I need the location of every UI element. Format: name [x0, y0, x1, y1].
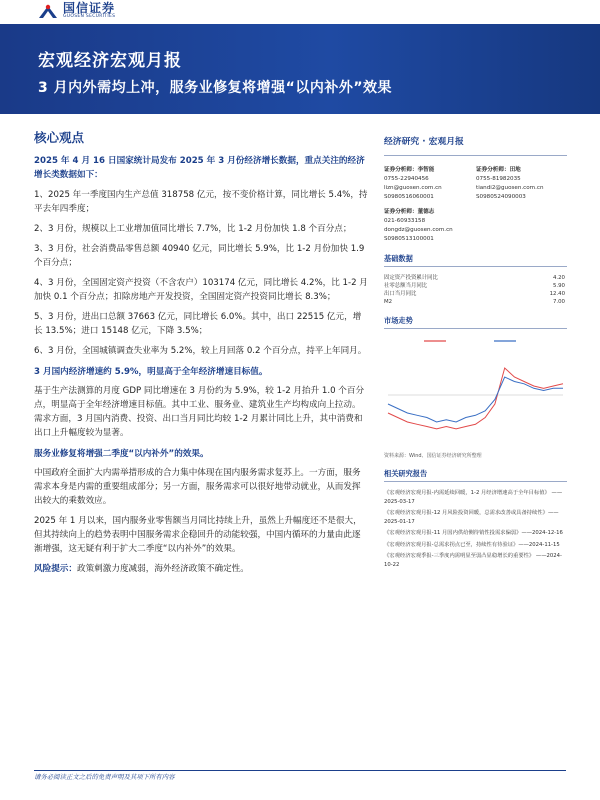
- paragraph-growth: 基于生产法测算的月度 GDP 同比增速在 3 月份约为 5.9%，较 1-2 月抬升 1.0 个百分点，明显高于全年经济增速目标值。其中工业、服务业、建筑业生产均构成向上拉动。需求方面，3 月国内消费、投资、出口当月同比均较 1-2 月累计同比上升，其中消费和出口上升幅度较为显著。: [34, 386, 365, 438]
- table-row: [384, 274, 567, 282]
- basic-data-value: 7.00: [552, 299, 565, 305]
- paragraph-services: 中国政府全面扩大内需举措形成的合力集中体现在国内服务需求复苏上。一方面，服务需求本身是内需的重要组成部分；另一方面，服务需求可以很好地带动就业，从而发挥出较大的乘数效应。: [34, 468, 361, 506]
- core-views-lead: 2025 年 4 月 16 日国家统计局发布 2025 年 3 月份经济增长数据，重点关注的经济增长类数据如下：: [34, 156, 365, 180]
- footer-divider: [34, 770, 566, 771]
- analyst-list: [384, 166, 567, 244]
- chart-source: 资料来源：Wind、国信证券经济研究所整理: [384, 453, 482, 459]
- report-category: 经济研究 · 宏观月报: [384, 137, 464, 147]
- analyst-name: 董德志: [417, 209, 435, 215]
- data-item: 5、3 月份，进出口总额 37663 亿元，同比增长 6.0%。其中，出口 22515 亿元，增长 13.5%；进口 15148 亿元，下降 3.5%；: [34, 312, 362, 336]
- guosen-logo-icon: [38, 3, 58, 19]
- analyst-phone: 0755-81982035: [476, 176, 521, 182]
- analyst-phone: 0755-22940456: [384, 176, 429, 182]
- report-type: 宏观经济宏观月报: [38, 51, 182, 71]
- basic-data-label: 固定资产投资累计同比: [384, 275, 438, 281]
- series-line: [388, 368, 563, 429]
- analyst-role: 证券分析师：: [384, 167, 418, 173]
- market-trend-title: 市场走势: [384, 316, 567, 329]
- basic-data-value: 12.40: [549, 291, 565, 297]
- brand-logo: [38, 0, 115, 22]
- core-views-column: [34, 128, 368, 576]
- report-title: 3 月内外需均上冲，服务业修复将增强“以内补外”效果: [38, 80, 393, 96]
- chart-lines: [388, 368, 563, 429]
- table-row: [384, 290, 567, 298]
- analyst-role: 证券分析师：: [476, 167, 510, 173]
- paragraph-services-trend: 2025 年 1 月以来，国内服务业零售额当月同比持续上升，虽然上升幅度还不是很大，但其持续向上的趋势表明中国服务需求企稳回升的动能较强，中国内循环的力量由此逐渐增强，这无疑有利于扩大二季度“以内补外”的效果。: [34, 516, 362, 554]
- risk-label: 风险提示：: [34, 564, 77, 574]
- analyst-name: 李智能: [417, 167, 435, 173]
- analyst-card: [476, 166, 567, 202]
- basic-data-label: 出口当月同比: [384, 291, 417, 297]
- basic-data-value: 4.20: [552, 275, 565, 281]
- analyst-card: [384, 208, 476, 244]
- related-reports-title: 相关研究报告: [384, 469, 567, 482]
- related-report-link[interactable]: 《宏观经济宏观季报-三季度内需明显至弱凸显稳增长的重要性》 ——2024-10-22: [384, 553, 562, 568]
- brand-name-en: GUOSEN SECURITIES: [63, 14, 116, 20]
- risk-text: 政策刺激力度减弱，海外经济政策不确定性。: [76, 564, 249, 574]
- data-item: 6、3 月份，全国城镇调查失业率为 5.2%，较上月回落 0.2 个百分点，持平上年同月。: [34, 346, 367, 356]
- table-row: [384, 282, 567, 290]
- related-report-link[interactable]: 《宏观经济宏观月报-总需求拐点已至，持续性有待验证》——2024-11-15: [384, 541, 560, 548]
- market-chart-svg: [384, 336, 567, 446]
- analyst-license: S0980513100001: [384, 236, 434, 242]
- sidebar: [384, 134, 567, 572]
- subheading-growth: 3 月国内经济增速约 5.9%，明显高于全年经济增速目标值。: [34, 367, 268, 377]
- logo-strip: [0, 0, 600, 24]
- analyst-name: 田地: [509, 167, 521, 173]
- subheading-services: 服务业修复将增强二季度“以内补外”的效果。: [34, 449, 209, 459]
- basic-data-label: M2: [384, 299, 393, 305]
- market-chart: [384, 336, 567, 450]
- data-item: 2、3 月份，规模以上工业增加值同比增长 7.7%，比 1-2 月份加快 1.8 个百分点；: [34, 224, 352, 234]
- risk-warning: [34, 562, 368, 576]
- basic-data-table: [384, 274, 567, 306]
- basic-data-label: 社零总额当月同比: [384, 283, 428, 289]
- data-item: 3、3 月份，社会消费品零售总额 40940 亿元，同比增长 5.9%，比 1-2 月份加快 1.9 个百分点；: [34, 244, 365, 268]
- core-views-heading: 核心观点: [34, 130, 85, 145]
- analyst-license: S0980516060001: [384, 194, 434, 200]
- basic-data-title: 基础数据: [384, 254, 567, 267]
- footer-disclaimer: 请务必阅读正文之后的免责声明及其项下所有内容: [34, 773, 175, 781]
- related-report-link[interactable]: 《宏观经济宏观月报-12 月风险投资回暖，总需求改善或具备持续性》——2025-01-17: [384, 510, 559, 525]
- analyst-license: S0980524090003: [476, 194, 526, 200]
- analyst-email[interactable]: tiandi2@guosen.com.cn: [476, 185, 544, 191]
- data-item: 1、2025 年一季度国内生产总值 318758 亿元，按不变价格计算，同比增长 5.4%，持平去年四季度；: [34, 190, 368, 214]
- series-line: [388, 377, 563, 422]
- data-item: 4、3 月份，全国固定资产投资（不含农户）103174 亿元，同比增长 4.2%，比 1-2 月加快 0.1 个百分点；扣除房地产开发投资，全国固定资产投资同比增长 8.3%；: [34, 278, 368, 302]
- analyst-email[interactable]: dongdz@guosen.com.cn: [384, 227, 453, 233]
- analyst-card: [384, 166, 476, 202]
- related-reports-list: [384, 489, 567, 569]
- related-report-link[interactable]: 《宏观经济宏观月报-11 月国内供给侧待销性投需求偏弱》——2024-12-16: [384, 530, 563, 536]
- divider: [384, 155, 567, 156]
- analyst-phone: 021-60933158: [384, 218, 426, 224]
- table-row: [384, 298, 567, 306]
- analyst-email[interactable]: lizn@guosen.com.cn: [384, 185, 442, 191]
- basic-data-value: 5.90: [552, 283, 565, 289]
- analyst-role: 证券分析师：: [384, 209, 418, 215]
- report-banner: [0, 24, 600, 114]
- brand-name-cn: 国信证券: [63, 1, 116, 16]
- related-report-link[interactable]: 《宏观经济宏观月报-内需延续回暖，1-2 月经济增速高于全年目标值》 ——2025-03-17: [384, 490, 563, 505]
